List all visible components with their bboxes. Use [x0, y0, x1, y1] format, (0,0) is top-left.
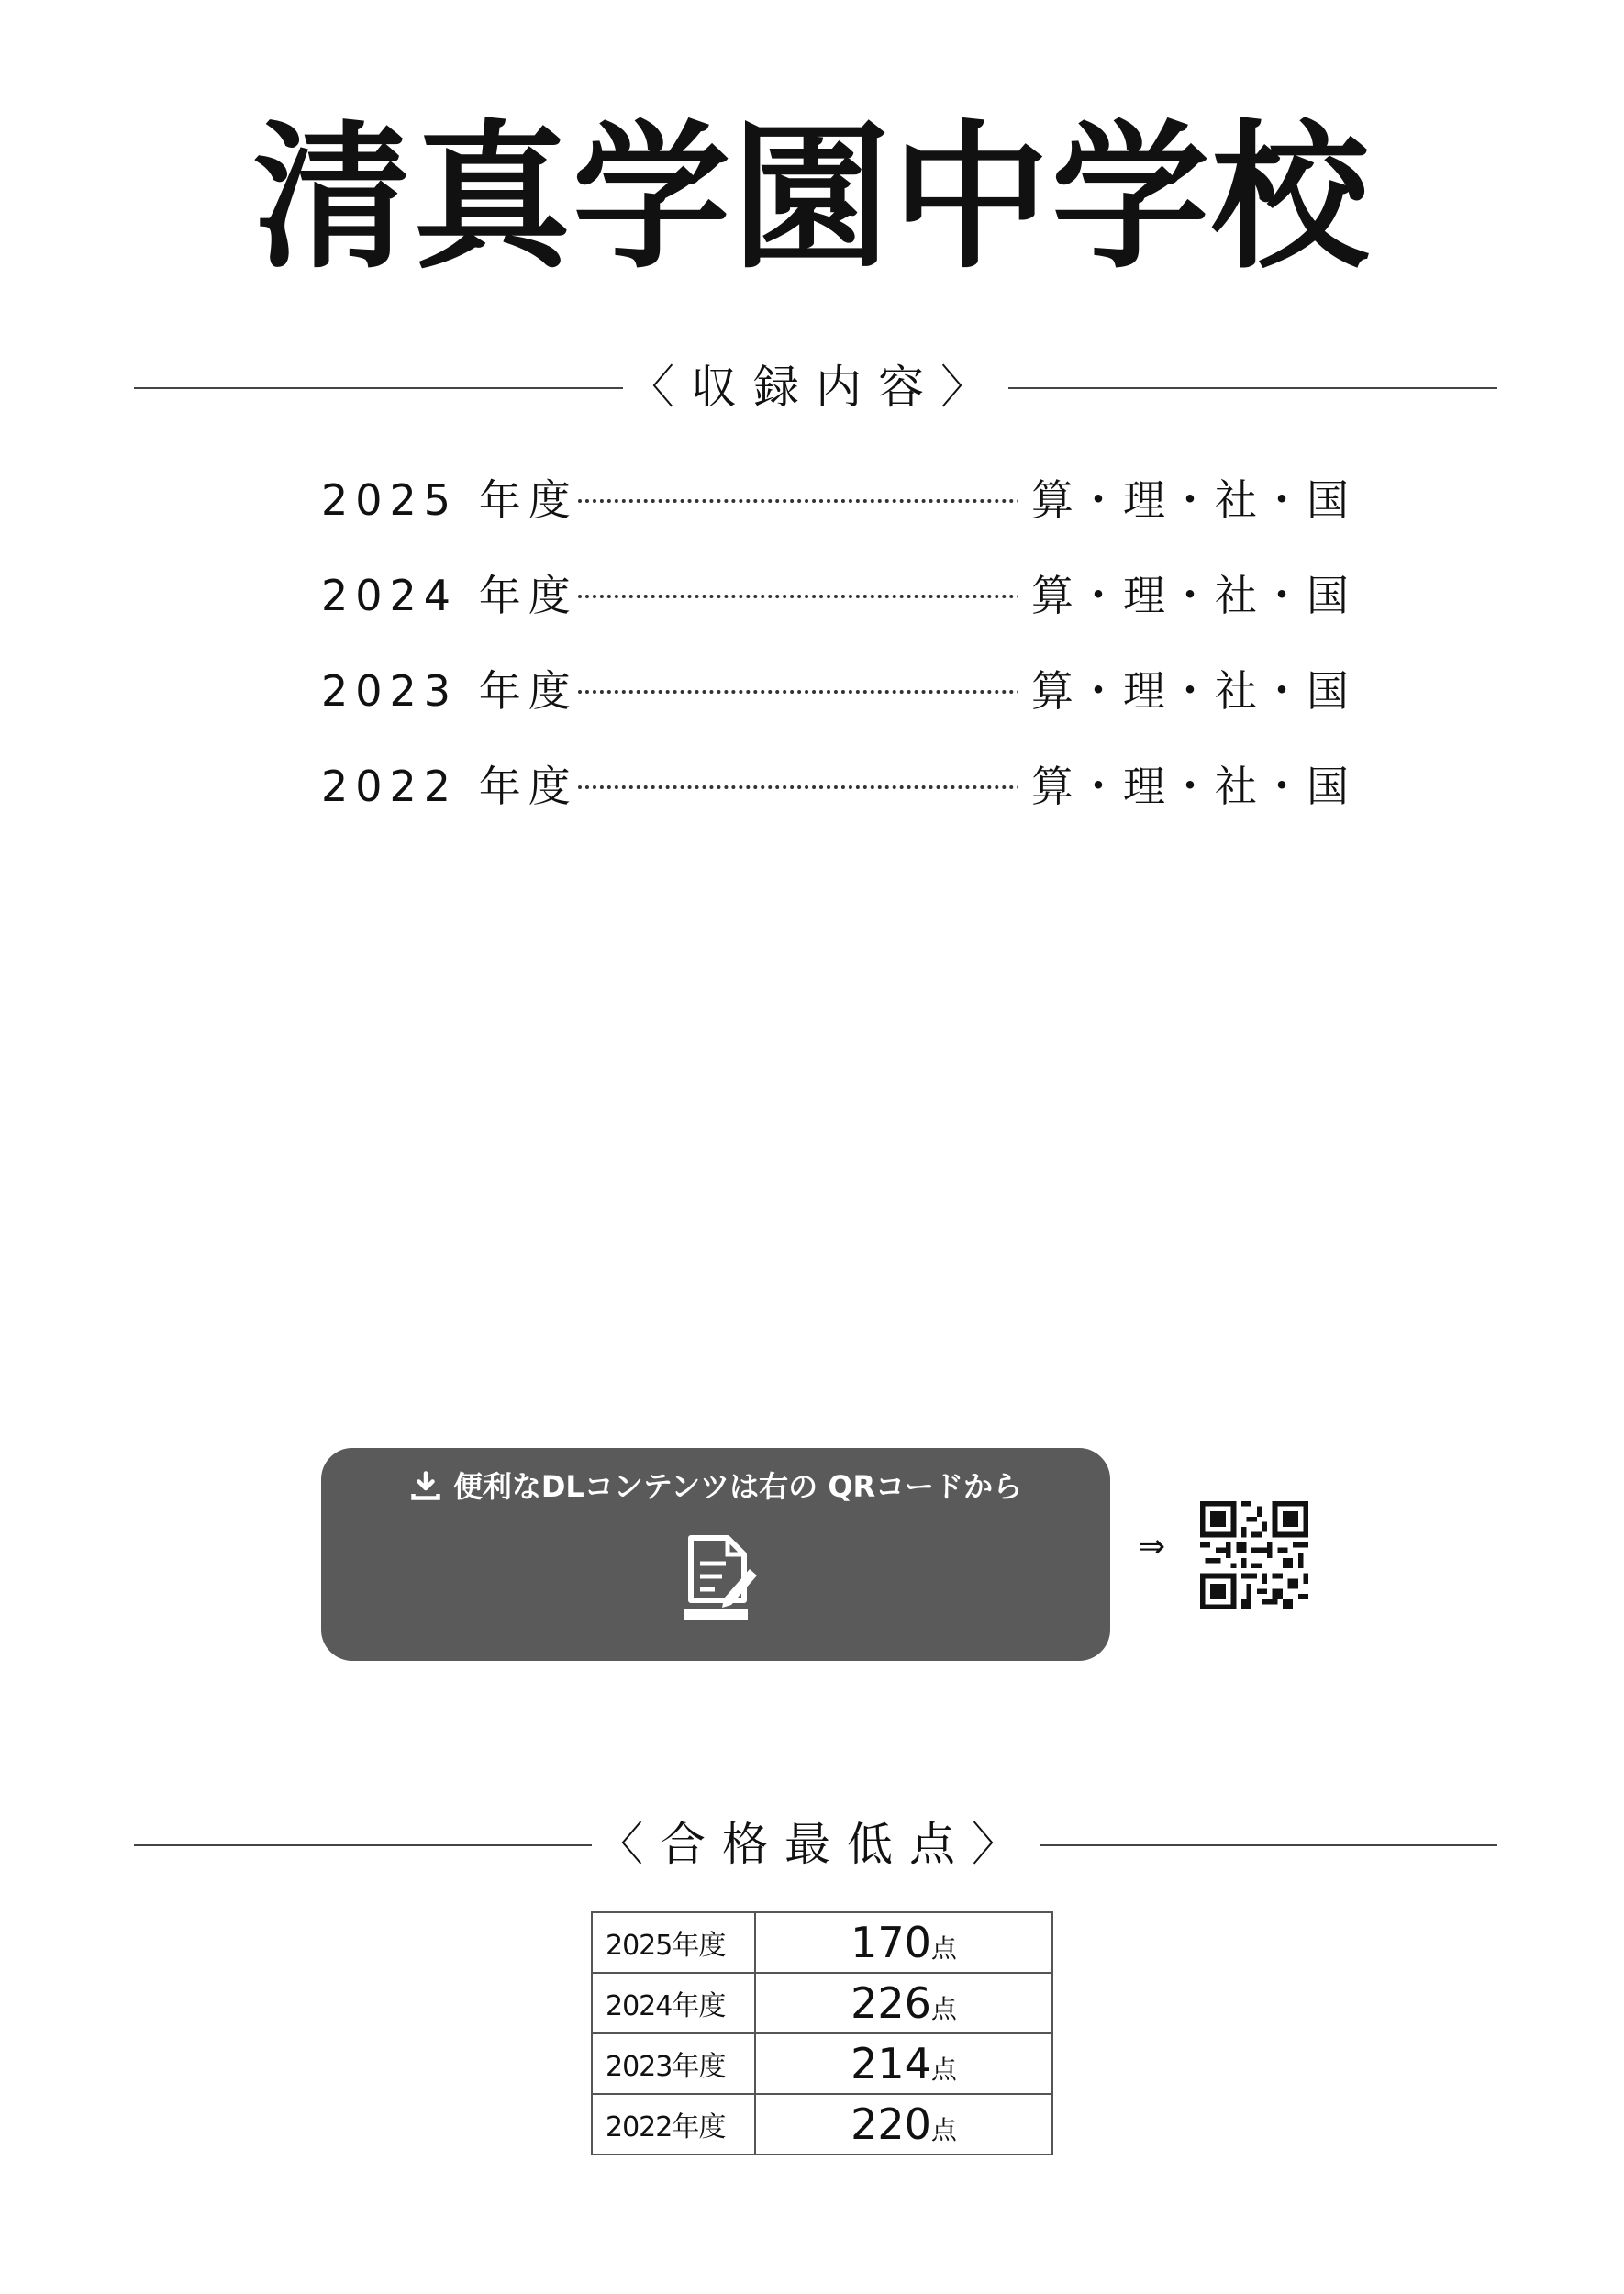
contents-row — [321, 563, 1352, 659]
qr-code-icon[interactable] — [1200, 1501, 1308, 1609]
contents-subjects: 算・理・社・国 — [1018, 659, 1352, 723]
score-value: 170 — [851, 1918, 931, 1967]
score-year: 2025年度 — [592, 1912, 755, 1973]
contents-row — [321, 468, 1352, 563]
score-unit: 点 — [930, 2055, 957, 2085]
download-icon — [409, 1469, 442, 1502]
contents-subjects: 算・理・社・国 — [1018, 468, 1352, 532]
table-row — [592, 1912, 1052, 1973]
contents-year: 2025 年度 — [321, 475, 578, 525]
contents-year: 2023 年度 — [321, 666, 578, 716]
score-value-cell — [755, 2094, 1052, 2155]
contents-subjects: 算・理・社・国 — [1018, 754, 1352, 818]
contents-year: 2024 年度 — [321, 571, 578, 620]
contents-heading — [134, 360, 1497, 415]
contents-list — [321, 468, 1352, 850]
answer-sheet-icon[interactable] — [674, 1531, 757, 1631]
score-year: 2024年度 — [592, 1973, 755, 2033]
score-value-cell — [755, 1912, 1052, 1973]
contents-heading-label: 〈収録内容〉 — [623, 360, 1008, 415]
minimum-score-table — [591, 1911, 1053, 2155]
download-content-box[interactable] — [321, 1448, 1110, 1661]
score-value-cell — [755, 2033, 1052, 2094]
score-unit: 点 — [930, 1994, 957, 2024]
score-heading-label: 〈合格最低点〉 — [592, 1817, 1040, 1872]
score-heading — [134, 1817, 1497, 1872]
table-row — [592, 2094, 1052, 2155]
score-unit: 点 — [930, 1933, 957, 1964]
table-row — [592, 2033, 1052, 2094]
table-row — [592, 1973, 1052, 2033]
contents-subjects: 算・理・社・国 — [1018, 563, 1352, 628]
score-value: 214 — [851, 2039, 931, 2088]
score-year: 2023年度 — [592, 2033, 755, 2094]
score-unit: 点 — [930, 2115, 957, 2145]
download-box-text: 便利なDLコンテンツは右の QRコードから — [452, 1469, 1023, 1504]
contents-row — [321, 754, 1352, 850]
score-value: 226 — [851, 1978, 931, 2028]
arrow-to-qr: ⇒ — [1138, 1528, 1166, 1565]
score-value: 220 — [851, 2099, 931, 2149]
score-value-cell — [755, 1973, 1052, 2033]
score-year: 2022年度 — [592, 2094, 755, 2155]
school-title: 清真学園中学校 — [253, 106, 1371, 290]
download-box-caption — [321, 1466, 1110, 1507]
contents-year: 2022 年度 — [321, 762, 578, 811]
contents-row — [321, 659, 1352, 754]
